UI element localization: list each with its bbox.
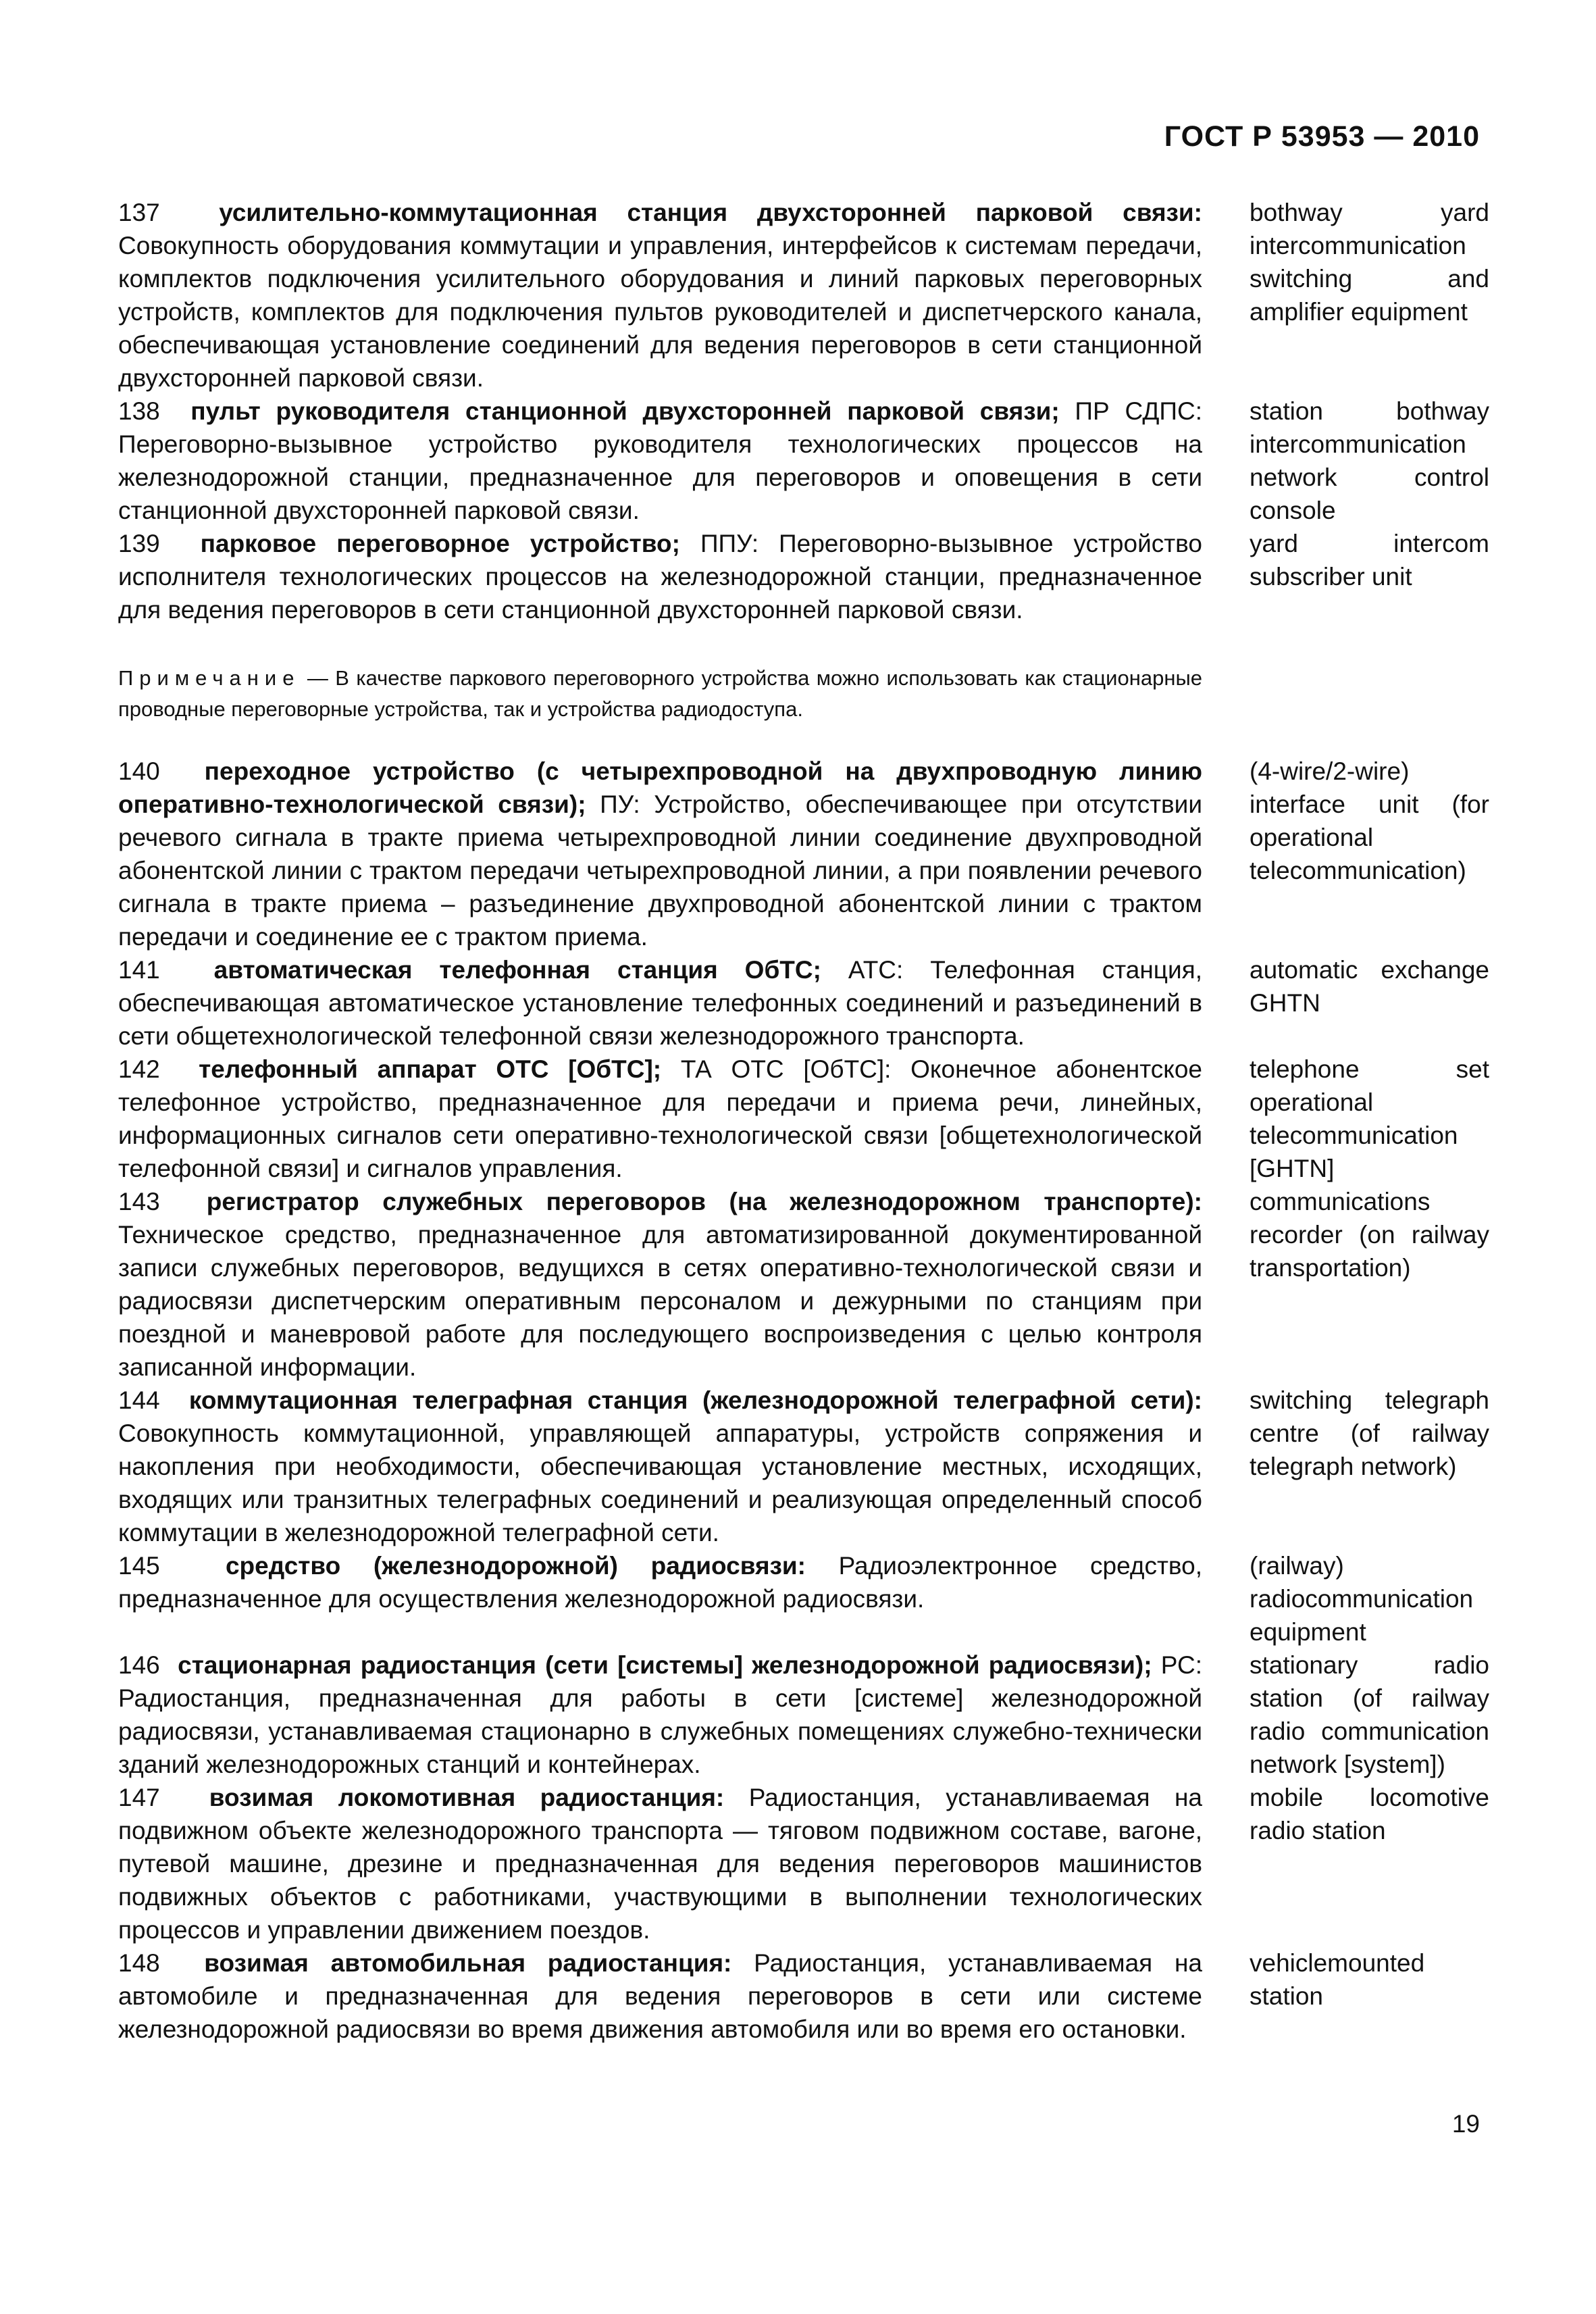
term-ru <box>118 395 1202 527</box>
page-number: 19 <box>1451 2110 1480 2138</box>
term-ru <box>118 953 1202 1053</box>
term-number: 144 <box>118 1386 160 1414</box>
term-number: 146 <box>118 1651 160 1679</box>
term-entry-141 <box>118 953 1489 1053</box>
term-definition: ТА ОТС [ОбТС]: Оконечное абонентское телефонное устройство, предназначенное для передачи и приема речи, линейных, информационных сигналов сети оперативно-технологической связи [общетехнологической телефонной связи] и сигналов управления. <box>118 1055 1202 1182</box>
term-definition: ПР СДПС: Переговорно-вызывное устройство руководителя технологических процессов на железнодорожной станции, предназначенное для переговоров и оповещения в сети станционной двухсторонней парковой связи. <box>118 397 1202 524</box>
term-number: 140 <box>118 757 160 785</box>
term-ru <box>118 1053 1202 1185</box>
term-en: yard intercom subscriber unit <box>1250 530 1489 590</box>
term-definition: Радиоэлектронное средство, предназначенное для осуществления железнодорожной радиосвязи. <box>118 1552 1203 1613</box>
term-entry-139 <box>118 527 1489 626</box>
term-entry-148 <box>118 1946 1489 2046</box>
term-ru <box>118 1649 1202 1781</box>
terms-list <box>118 196 1489 2046</box>
term-definition: Радиостанция, устанавливаемая на подвижном объекте железнодорожного транспорта — тяговом подвижном составе, вагоне, путевой машине, дрезине и предназначенная для ведения переговоров машинистов подвижных объектов с работниками, участвующими в выполнении технологических процессов и управлении движением поездов. <box>118 1784 1202 1944</box>
term-en: vehiclemounted station <box>1250 1949 1425 2010</box>
term-title: телефонный аппарат ОТС [ОбТС]; <box>199 1055 662 1083</box>
term-title: усилительно-коммутационная станция двухсторонней парковой связи: <box>219 199 1202 226</box>
term-en: automatic exchange GHTN <box>1250 956 1489 1017</box>
term-en: (4-wire/2-wire) interface unit (for operational telecommunication) <box>1250 757 1489 884</box>
term-entry-147 <box>118 1781 1489 1946</box>
term-definition: РС: Радиостанция, предназначенная для работы в сети [системе] железнодорожной радиосвязи, устанавливаемая стационарно в служебных помещениях служебно-технически зданий железнодорожных станций и контейнерах. <box>118 1651 1203 1778</box>
term-ru <box>118 1946 1202 2046</box>
term-number: 142 <box>118 1055 160 1083</box>
term-entry-137 <box>118 196 1489 395</box>
term-entry-138 <box>118 395 1489 527</box>
term-number: 141 <box>118 956 160 984</box>
term-definition: ПУ: Устройство, обеспечивающее при отсутствии речевого сигнала в тракте приема четырехпроводной линии соединение двухпроводной абонентской линии с трактом передачи четырехпроводной линии, а при появлении речевого сигнала в тракте приема – разъединение двухпроводной абонентской линии с трактом передачи и соединение ее с трактом приема. <box>118 790 1203 951</box>
term-en: stationary radio station (of railway radio communication network [system]) <box>1250 1651 1489 1778</box>
note-block <box>118 663 1202 725</box>
term-number: 139 <box>118 530 160 557</box>
term-en: communications recorder (on railway transportation) <box>1250 1188 1489 1282</box>
term-ru <box>118 755 1202 953</box>
term-ru <box>118 1781 1202 1946</box>
term-number: 148 <box>118 1949 160 1977</box>
term-title: переходное устройство (с четырехпроводной на двухпроводную линию оперативно-технологической связи); <box>118 757 1202 818</box>
note-label: Примечание <box>118 666 301 690</box>
term-entry-143 <box>118 1185 1489 1384</box>
term-en: station bothway intercommunication network control console <box>1250 397 1489 524</box>
term-definition: Радиостанция, устанавливаемая на автомобиле и предназначенная для ведения переговоров в сети или системе железнодорожной радиосвязи во время движения автомобиля или во время его остановки. <box>118 1949 1203 2043</box>
term-number: 138 <box>118 397 160 425</box>
term-en: mobile locomotive radio station <box>1250 1784 1489 1844</box>
term-title: регистратор служебных переговоров (на железнодорожном транспорте): <box>206 1188 1202 1215</box>
term-entry-142 <box>118 1053 1489 1185</box>
term-title: средство (железнодорожной) радиосвязи: <box>225 1552 806 1580</box>
term-ru <box>118 196 1202 395</box>
term-number: 137 <box>118 199 160 226</box>
term-entry-145 <box>118 1549 1489 1649</box>
term-ru <box>118 1185 1202 1384</box>
term-ru <box>118 1384 1202 1549</box>
term-definition: Совокупность коммутационной, управляющей аппаратуры, устройств сопряжения и накопления при необходимости, обеспечивающая установление местных, исходящих, входящих или транзитных телеграфных соединений и реализующая определенный способ коммутации в железнодорожной телеграфной сети. <box>118 1419 1202 1546</box>
note-text: — В качестве паркового переговорного устройства можно использовать как стационарные проводные переговорные устройства, так и устройства радиодоступа. <box>118 666 1202 721</box>
term-title: пульт руководителя станционной двухсторонней парковой связи; <box>190 397 1060 425</box>
term-title: автоматическая телефонная станция ОбТС; <box>213 956 821 984</box>
term-en: switching telegraph centre (of railway telegraph network) <box>1250 1386 1489 1480</box>
term-definition: АТС: Телефонная станция, обеспечивающая автоматическое установление телефонных соединений и разъединений в сети общетехнологической телефонной связи железнодорожного транспорта. <box>118 956 1202 1050</box>
term-title: возимая автомобильная радиостанция: <box>204 1949 732 1977</box>
term-definition: Совокупность оборудования коммутации и управления, интерфейсов к системам передачи, комплектов подключения усилительного оборудования и линий парковых переговорных устройств, комплектов для подключения пультов руководителей и диспетчерского канала, обеспечивающая установление соединений для ведения переговоров в сети станционной двухсторонней парковой связи. <box>118 232 1202 392</box>
term-definition: ППУ: Переговорно-вызывное устройство исполнителя технологических процессов на железнодорожной станции, предназначенное для ведения переговоров в сети станционной двухсторонней парковой связи. <box>118 530 1202 624</box>
term-title: возимая локомотивная радиостанция: <box>209 1784 725 1811</box>
term-number: 143 <box>118 1188 160 1215</box>
term-title: коммутационная телеграфная станция (железнодорожной телеграфной сети): <box>188 1386 1202 1414</box>
term-entry-140 <box>118 755 1489 953</box>
term-title: парковое переговорное устройство; <box>200 530 680 557</box>
term-entry-146 <box>118 1649 1489 1781</box>
document-code: ГОСТ Р 53953 — 2010 <box>1164 120 1480 153</box>
term-number: 147 <box>118 1784 160 1811</box>
term-en: (railway) radiocommunication equipment <box>1250 1552 1474 1646</box>
term-ru <box>118 1549 1202 1649</box>
term-en: bothway yard intercommunication switching and amplifier equipment <box>1250 199 1489 326</box>
term-number: 145 <box>118 1552 160 1580</box>
term-title: стационарная радиостанция (сети [системы] железнодорожной радиосвязи); <box>178 1651 1152 1679</box>
term-entry-144 <box>118 1384 1489 1549</box>
term-definition: Техническое средство, предназначенное для автоматизированной документированной записи служебных переговоров, ведущихся в сетях оперативно-технологической связи и радиосвязи диспетчерским оперативным персоналом и дежурными по станциям при поездной и маневровой работе для последующего воспроизведения с целью контроля записанной информации. <box>118 1221 1202 1381</box>
term-ru <box>118 527 1202 626</box>
term-en: telephone set operational telecommunication [GHTN] <box>1250 1055 1489 1182</box>
